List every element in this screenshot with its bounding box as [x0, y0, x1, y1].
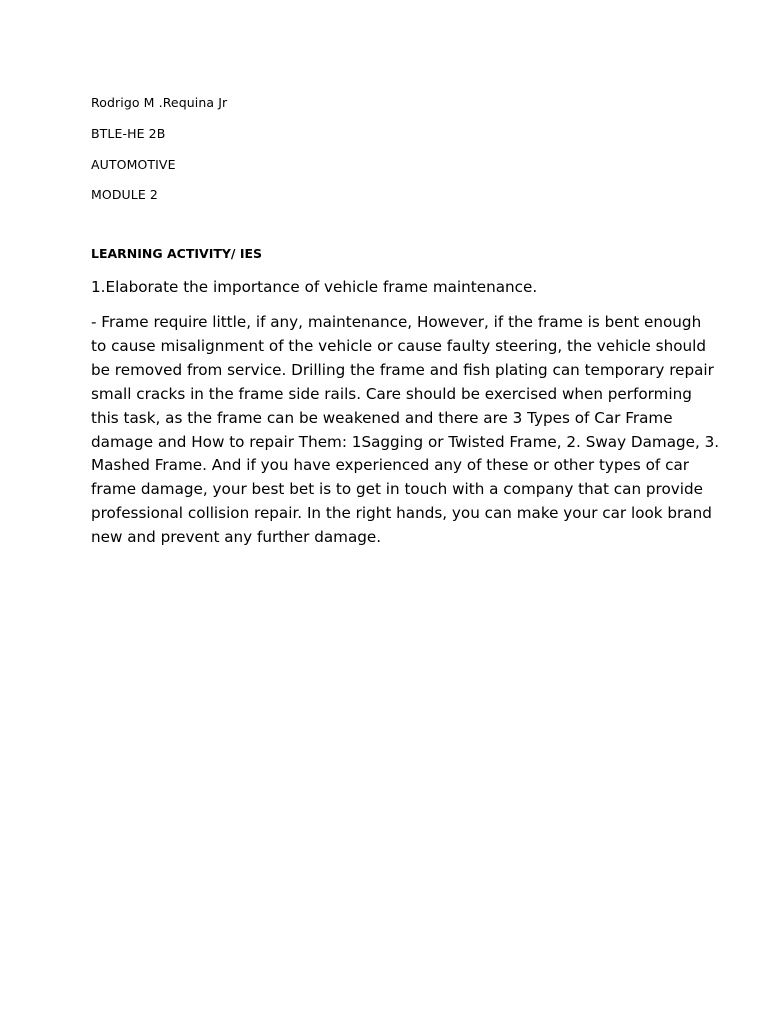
answer-line: be removed from service. Drilling the frame and fish plating can temporary repair: [91, 360, 714, 379]
answer-line: - Frame require little, if any, maintenance, However, if the frame is bent enough: [91, 313, 702, 331]
learning-activity-heading: LEARNING ACTIVITY/ IES: [91, 246, 263, 261]
question-text: 1.Elaborate the importance of vehicle frame maintenance.: [91, 278, 538, 296]
answer-line: to cause misalignment of the vehicle or cause faulty steering, the vehicle should: [91, 336, 706, 355]
module-label: MODULE 2: [91, 187, 158, 202]
answer-line: this task, as the frame can be weakened and there are 3 Types of Car Frame: [91, 408, 673, 427]
student-name: Rodrigo M .Requina Jr: [91, 95, 228, 110]
answer-line: professional collision repair. In the right hands, you can make your car look brand: [91, 504, 712, 523]
answer-line: Mashed Frame. And if you have experienced any of these or other types of car: [91, 456, 689, 475]
answer-line: small cracks in the frame side rails. Care should be exercised when performing: [91, 384, 692, 403]
student-section: BTLE-HE 2B: [91, 126, 166, 141]
subject-label: AUTOMOTIVE: [91, 157, 176, 172]
answer-paragraph: [91, 311, 720, 550]
answer-line: new and prevent any further damage.: [91, 528, 382, 547]
answer-line: frame damage, your best bet is to get in touch with a company that can provide: [91, 480, 703, 499]
answer-line: damage and How to repair Them: 1Sagging or Twisted Frame, 2. Sway Damage, 3.: [91, 432, 720, 451]
